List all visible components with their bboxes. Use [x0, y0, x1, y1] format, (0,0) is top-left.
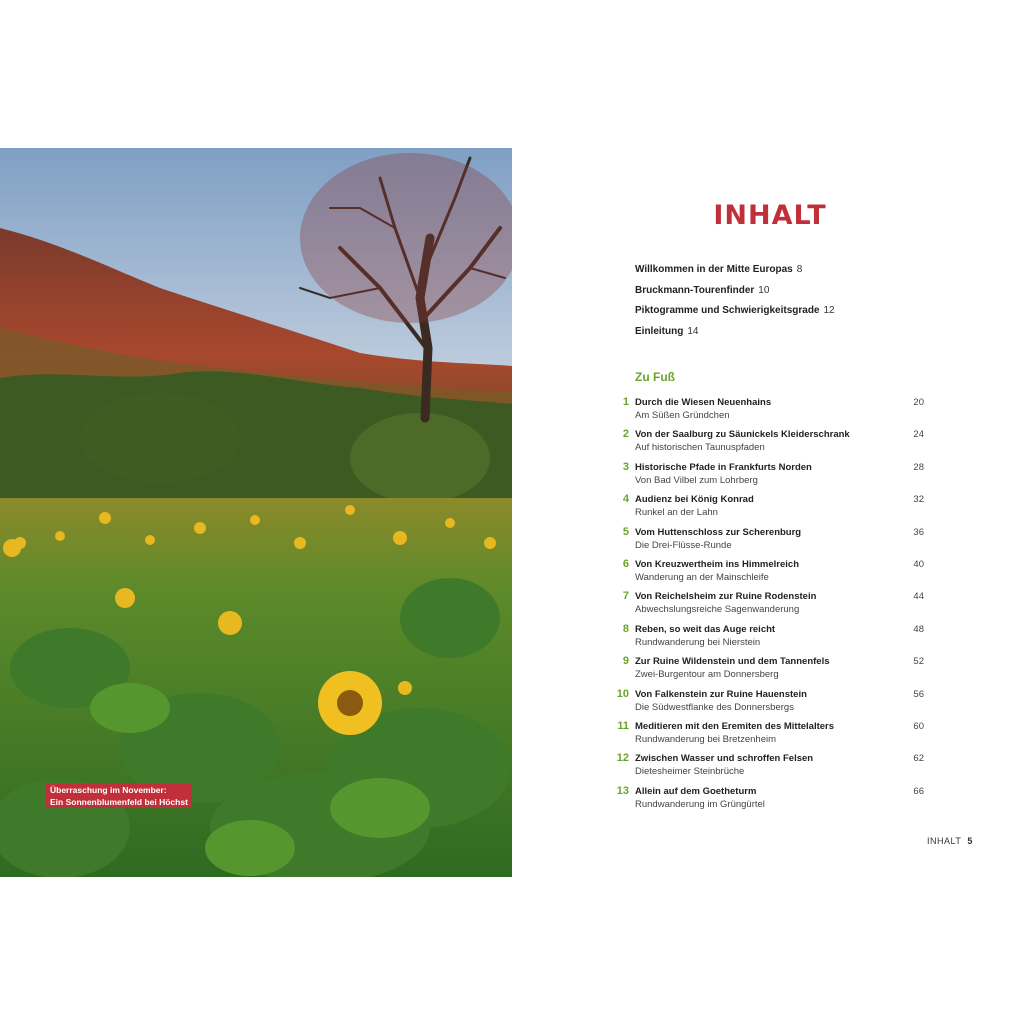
front-matter-page: 12 [823, 305, 835, 316]
tour-number: 6 [622, 557, 629, 570]
front-matter-list [635, 264, 835, 346]
tour-title: Von Reichelsheim zur Ruine Rodenstein [635, 591, 817, 603]
tour-number: 8 [622, 622, 629, 635]
tour-number: 4 [622, 493, 629, 506]
front-matter-title: Willkommen in der Mitte Europas [635, 264, 793, 275]
tour-entry[interactable] [612, 720, 932, 752]
tour-subtitle: Zwei-Burgentour am Donnersberg [635, 669, 779, 681]
front-matter-item[interactable] [635, 326, 835, 347]
tour-list [612, 396, 932, 817]
tour-page: 62 [913, 753, 924, 765]
tour-entry[interactable] [612, 655, 932, 687]
footer-label: INHALT [927, 836, 962, 846]
tour-page: 44 [913, 591, 924, 603]
tour-number: 5 [622, 525, 629, 538]
tour-subtitle: Von Bad Vilbel zum Lohrberg [635, 474, 758, 486]
tour-page: 36 [913, 526, 924, 538]
tour-subtitle: Die Südwestflanke des Donnersbergs [635, 701, 794, 713]
sunflower-field-photo [0, 148, 512, 877]
tour-page: 60 [913, 720, 924, 732]
tour-entry[interactable] [612, 785, 932, 817]
tour-title: Von der Saalburg zu Säunickels Kleiderschrank [635, 429, 850, 441]
landscape-illustration [0, 148, 512, 877]
tour-number: 1 [622, 396, 629, 408]
tour-entry[interactable] [612, 428, 932, 460]
tour-page: 40 [913, 558, 924, 570]
tour-entry[interactable] [612, 688, 932, 720]
tour-title: Vom Huttenschloss zur Scherenburg [635, 526, 802, 538]
tour-title: Zwischen Wasser und schroffen Felsen [635, 753, 814, 765]
tour-page: 48 [913, 623, 924, 635]
tour-page: 28 [913, 461, 924, 473]
tour-title: Von Falkenstein zur Ruine Hauenstein [635, 688, 807, 700]
tour-page: 20 [913, 397, 924, 408]
tour-entry[interactable] [612, 493, 932, 525]
tour-subtitle: Dietesheimer Steinbrüche [635, 766, 745, 778]
tour-page: 32 [913, 494, 924, 506]
tour-subtitle: Runkel an der Lahn [635, 507, 718, 519]
tour-entry[interactable] [612, 526, 932, 558]
tour-number: 10 [616, 687, 629, 700]
tour-number: 2 [622, 428, 629, 441]
tour-title: Zur Ruine Wildenstein und dem Tannenfels [635, 656, 830, 668]
sunflower-blossom [318, 671, 382, 735]
tour-number: 9 [622, 655, 629, 668]
tour-title: Allein auf dem Goetheturm [635, 785, 757, 797]
tour-title: Historische Pfade in Frankfurts Norden [635, 461, 812, 473]
caption-line-2: Ein Sonnenblumenfeld bei Höchst [50, 797, 188, 807]
tour-number: 3 [622, 460, 629, 473]
tour-entry[interactable] [612, 461, 932, 493]
tour-subtitle: Auf historischen Taunuspfaden [635, 442, 765, 454]
front-matter-page: 10 [758, 284, 770, 296]
section-heading: Zu Fuß [635, 370, 675, 384]
caption-line-1: Überraschung im November: [50, 785, 167, 795]
tour-number: 12 [616, 752, 629, 765]
tour-page: 66 [913, 785, 924, 797]
tour-entry[interactable] [612, 558, 932, 590]
tour-entry[interactable] [612, 752, 932, 784]
tour-title: Meditieren mit den Eremiten des Mittelalters [635, 720, 835, 732]
tour-subtitle: Am Süßen Gründchen [635, 410, 730, 421]
front-matter-title: Piktogramme und Schwierigkeitsgrade [635, 305, 820, 316]
footer-page-number: 5 [967, 836, 973, 846]
tour-entry[interactable] [612, 590, 932, 622]
tour-title: Von Kreuzwertheim ins Himmelreich [635, 558, 800, 570]
tour-subtitle: Rundwanderung im Grüngürtel [635, 798, 765, 810]
tour-title: Durch die Wiesen Neuenhains [635, 397, 772, 408]
tour-subtitle: Abwechslungsreiche Sagenwanderung [635, 604, 800, 616]
tour-number: 7 [622, 590, 629, 603]
photo-caption [46, 784, 192, 808]
front-matter-page: 8 [796, 264, 803, 275]
tour-number: 11 [617, 719, 629, 732]
tour-subtitle: Rundwanderung bei Nierstein [635, 636, 761, 648]
tour-page: 24 [913, 429, 924, 441]
front-matter-item[interactable] [635, 264, 835, 285]
tour-subtitle: Wanderung an der Mainschleife [635, 571, 769, 583]
tour-subtitle: Rundwanderung bei Bretzenheim [635, 733, 777, 745]
front-matter-item[interactable] [635, 285, 835, 306]
tour-number: 13 [616, 784, 629, 797]
front-matter-title: Einleitung [635, 325, 684, 337]
tour-entry[interactable] [612, 623, 932, 655]
tour-page: 56 [913, 688, 924, 700]
tour-page: 52 [913, 656, 924, 668]
tour-entry[interactable] [612, 396, 932, 428]
toc-title: INHALT [713, 200, 827, 231]
tour-subtitle: Die Drei-Flüsse-Runde [635, 539, 732, 551]
tour-title: Reben, so weit das Auge reicht [635, 623, 776, 635]
front-matter-item[interactable] [635, 305, 835, 326]
front-matter-title: Bruckmann-Tourenfinder [635, 284, 755, 296]
front-matter-page: 14 [687, 325, 699, 337]
tour-title: Audienz bei König Konrad [635, 494, 754, 506]
page-footer [927, 836, 973, 846]
